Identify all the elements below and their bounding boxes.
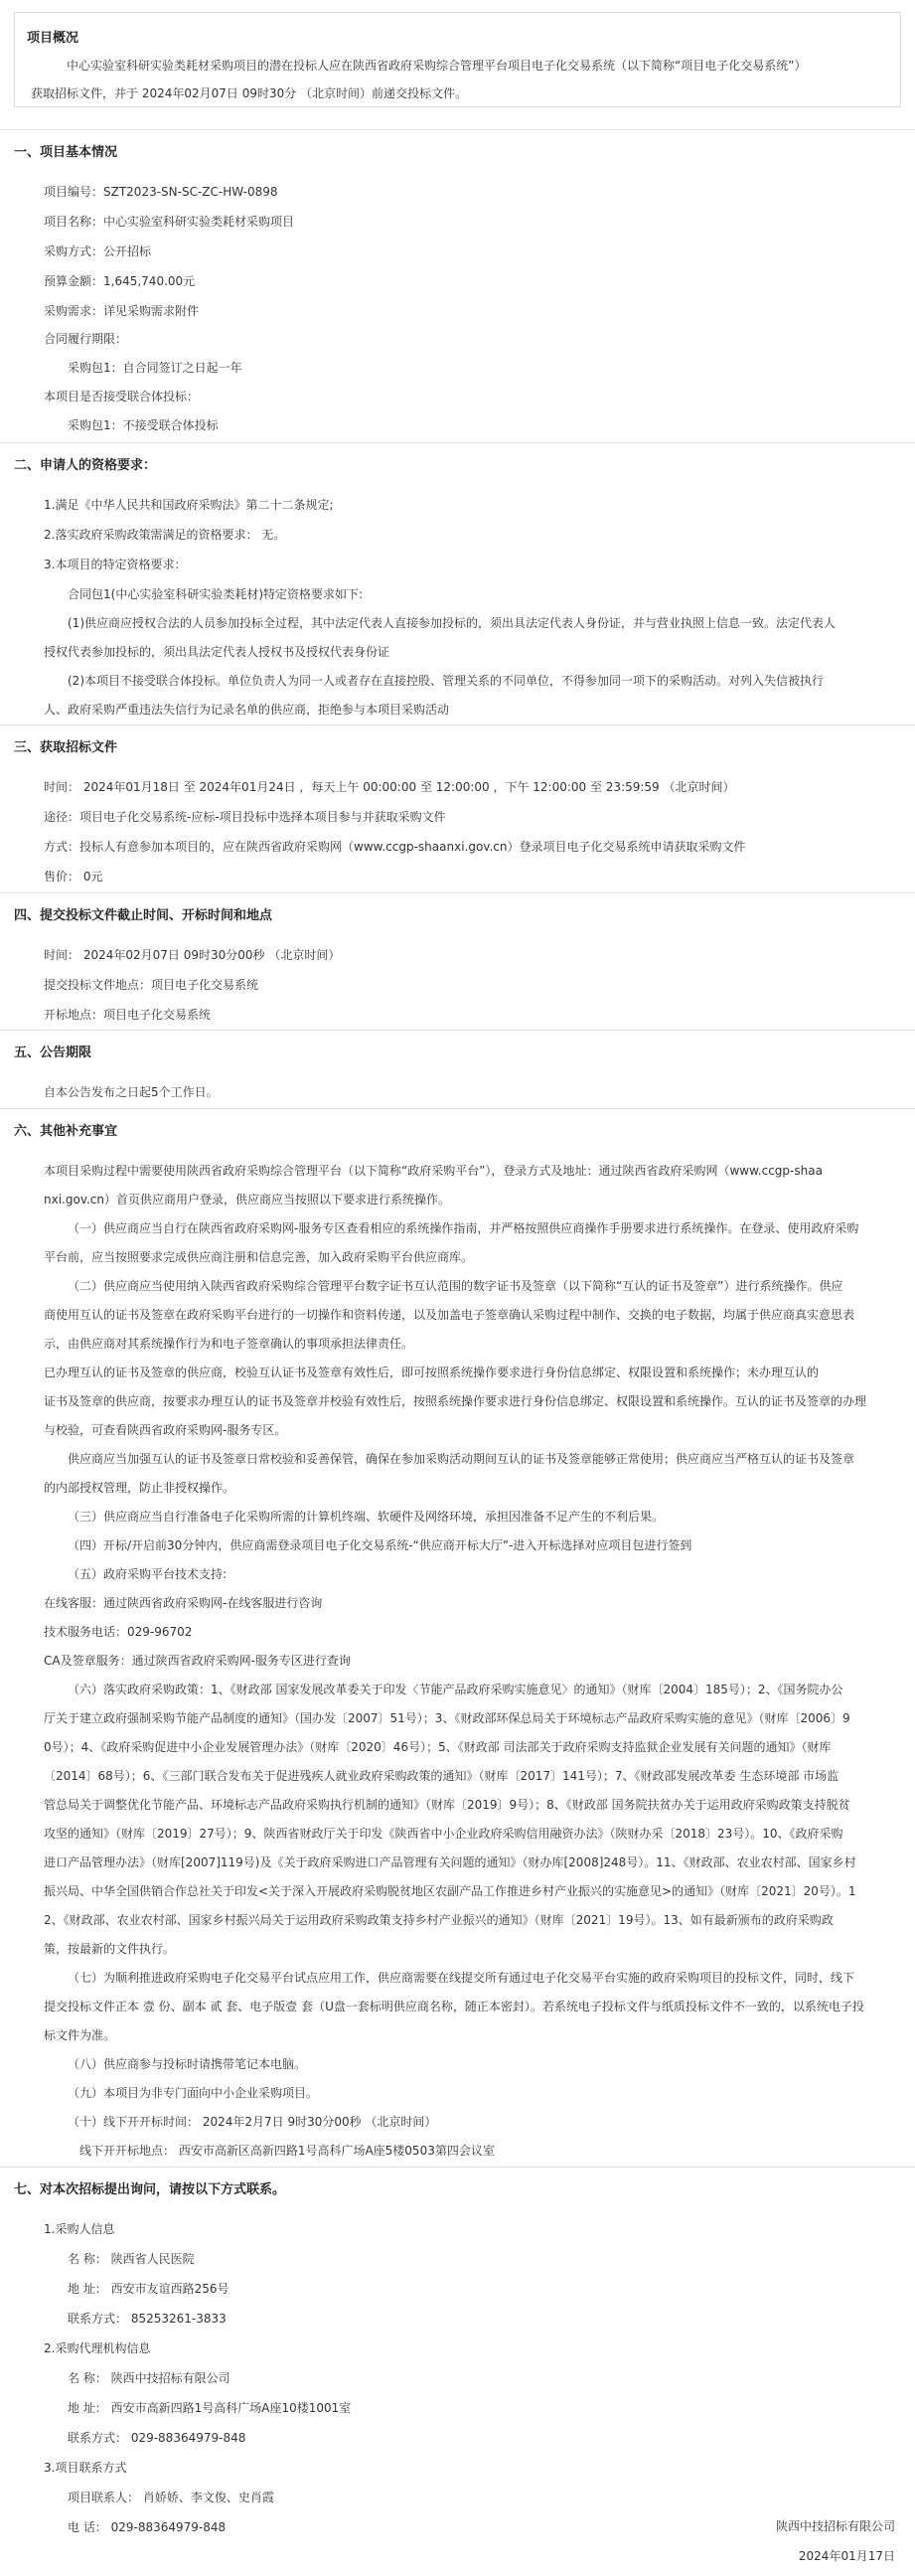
text-line: 提交投标文件地点：项目电子化交易系统 [44,978,259,992]
text-line: 供应商应当加强互认的证书及签章日常校验和妥善保管，确保在参加采购活动期间互认的证书及签章能够正常使用；供应商应当严格互认的证书及签章 [68,1452,855,1466]
text-line: 振兴局、中华全国供销合作总社关于印发<关于深入开展政府采购脱贫地区农副产品工作推进乡村产业振兴的实施意见>的通知》（财库〔2021〕20号）。1 [44,1884,856,1898]
text-line: 示，由供应商对其系统操作行为和电子签章确认的事项承担法律责任。 [44,1337,414,1351]
text-line: 联系方式： 85253261-3833 [68,2312,227,2326]
divider [0,442,915,443]
text-line: 0号）；4、《政府采购促进中小企业发展管理办法》（财库〔2020〕46号）；5、《财政部 司法部关于政府采购支持监狱企业发展有关问题的通知》（财库 [44,1740,832,1754]
text-line: （七）为顺利推进政府采购电子化交易平台试点应用工作，供应商需要在线提交所有通过电子化交易平台实施的政府采购项目的投标文件，同时，线下 [68,1971,855,1985]
text-line: 项目联系人： 肖娇娇、李文俊、史肖霞 [68,2491,274,2504]
text-line: （一）供应商应当自行在陕西省政府采购网-服务专区查看相应的系统操作指南，并严格按照供应商操作手册要求进行系统操作。在登录、使用政府采购 [68,1221,859,1235]
text-line: 商使用互认的证书及签章在政府采购平台进行的一切操作和资料传递，以及加盖电子签章确认采购过程中制作、交换的电子数据，均属于供应商真实意思表 [44,1308,855,1322]
text-line: 采购包1：不接受联合体投标 [68,418,219,432]
overview-text-line-1: 中心实验室科研实验类耗材采购项目的潜在投标人应在陕西省政府采购综合管理平台项目电子化交易系统（以下简称“项目电子化交易系统”） [67,59,807,73]
overview-title: 项目概况 [27,31,79,46]
text-line: （五）政府采购平台技术支持: [68,1567,228,1581]
text-line: 在线客服：通过陕西省政府采购网-在线客服进行咨询 [44,1596,323,1610]
text-line: 进口产品管理办法》（财库[2007]119号)及《关于政府采购进口产品管理有关问题的通知》（财办库[2008]248号）。11、《财政部、农业农村部、国家乡村 [44,1855,856,1869]
text-line: 合同包1(中心实验室科研实验类耗材)特定资格要求如下: [68,587,364,601]
text-line: 采购方式：公开招标 [44,244,152,258]
text-line: 项目编号：SZT2023-SN-SC-ZC-HW-0898 [44,185,278,199]
section-heading: 五、公告期限 [14,1046,92,1060]
text-line: 证书及签章的供应商，按要求办理互认的证书及签章并校验有效性后，按照系统操作要求进行身份信息绑定、权限设置和系统操作。互认的证书及签章的办理 [44,1394,867,1408]
text-line: 电 话： 029-88364979-848 [68,2520,227,2534]
text-line: 项目名称：中心实验室科研实验类耗材采购项目 [44,215,295,229]
divider [0,724,915,725]
text-line: 的内部授权管理，防止非授权操作。 [44,1481,235,1495]
text-line: 时间： 2024年01月18日 至 2024年01月24日 ，每天上午 00:00:00 至 12:00:00 ，下午 12:00:00 至 23:59:59 （北京时间） [44,780,735,794]
text-line: （六）落实政府采购政策：1、《财政部 国家发展改革委关于印发〈节能产品政府采购实施意见〉的通知》（财库〔2004〕185号）；2、《国务院办公 [68,1683,843,1696]
text-line: 时间： 2024年02月07日 09时30分00秒 （北京时间） [44,948,341,962]
divider [0,129,915,130]
divider [0,892,915,893]
text-line: （二）供应商应当使用纳入陕西省政府采购综合管理平台数字证书互认范围的数字证书及签章（以下简称“互认的证书及签章”）进行系统操作。供应 [68,1279,843,1293]
text-line: 授权代表参加投标的，须出具法定代表人授权书及授权代表身份证 [44,645,390,659]
text-line: 技术服务电话：029-96702 [44,1625,193,1639]
section-heading: 四、提交投标文件截止时间、开标时间和地点 [14,908,273,923]
text-line: 1.满足《中华人民共和国政府采购法》第二十二条规定; [44,498,334,512]
text-line: 售价： 0元 [44,870,103,884]
text-line: 提交投标文件正本 壹 份、副本 贰 套、电子版壹 套（U盘一套标明供应商名称，随正本密封）。若系统电子投标文件与纸质投标文件不一致的，以系统电子投 [44,2000,864,2013]
text-line: 〔2014〕68号）；6、《三部门联合发布关于促进残疾人就业政府采购政策的通知》（财库〔2017〕141号）；7、《财政部发展改革委 生态环境部 市场监 [44,1769,839,1783]
signature-line: 陕西中技招标有限公司 [775,2519,895,2533]
text-line: 攻坚的通知》（财库〔2019〕27号）；9、陕西省财政厅关于印发《陕西省中小企业政府采购信用融资办法》（陕财办采〔2018〕23号）。10、《政府采购 [44,1827,843,1841]
section-heading: 三、获取招标文件 [14,740,118,755]
section-heading: 二、申请人的资格要求： [14,458,157,473]
text-line: 人、政府采购严重违法失信行为记录名单的供应商，拒绝参与本项目采购活动 [44,703,450,717]
text-line: 平台前，应当按照要求完成供应商注册和信息完善，加入政府采购平台供应商库。 [44,1250,474,1264]
text-line: 地 址： 西安市友谊西路256号 [68,2282,229,2296]
text-line: 3.项目联系方式 [44,2461,127,2475]
text-line: nxi.gov.cn）首页供应商用户登录，供应商应当按照以下要求进行系统操作。 [44,1193,451,1207]
text-line: 厅关于建立政府强制采购节能产品制度的通知》（国办发〔2007〕51号）；3、《财政部环保总局关于环境标志产品政府采购实施的意见》（财库〔2006〕9 [44,1711,850,1725]
text-line: 与校验，可查看陕西省政府采购网-服务专区。 [44,1423,287,1437]
text-line: （十）线下开开标时间： 2024年2月7日 9时30分00秒 （北京时间） [68,2115,437,2129]
text-line: 2.采购代理机构信息 [44,2341,151,2355]
text-line: 已办理互认的证书及签章的供应商，校验互认证书及签章有效性后，即可按照系统操作要求进行身份信息绑定、权限设置和系统操作；未办理互认的 [44,1366,820,1379]
project-overview-box [14,12,901,107]
divider [0,2167,915,2168]
text-line: 线下开开标地点： 西安市高新区高新四路1号高科广场A座5楼0503第四会议室 [79,2144,495,2158]
text-line: 方式：投标人有意参加本项目的，应在陕西省政府采购网（www.ccgp-shaanxi.gov.cn）登录项目电子化交易系统申请获取采购文件 [44,840,746,854]
text-line: 1.采购人信息 [44,2222,115,2236]
text-line: 采购需求：详见采购需求附件 [44,304,200,318]
text-line: 合同履行期限： [44,332,128,346]
text-line: CA及签章服务：通过陕西省政府采购网-服务专区进行查询 [44,1654,351,1668]
text-line: 预算金额：1,645,740.00元 [44,274,196,288]
text-line: 名 称： 陕西中技招标有限公司 [68,2371,230,2385]
text-line: 联系方式： 029-88364979-848 [68,2431,246,2445]
text-line: 采购包1：自合同签订之日起一年 [68,361,242,375]
text-line: （四）开标/开启前30分钟内，供应商需登录项目电子化交易系统-“供应商开标大厅”-进入开标选择对应项目包进行签到 [68,1538,692,1552]
text-line: 途径：项目电子化交易系统-应标-项目投标中选择本项目参与并获取采购文件 [44,810,446,824]
overview-text-line-2: 获取招标文件，并于 2024年02月07日 09时30分 （北京时间）前递交投标文件。 [31,86,468,100]
divider [0,1030,915,1031]
text-line: 开标地点：项目电子化交易系统 [44,1008,212,1022]
section-heading: 一、项目基本情况 [14,145,118,160]
text-line: 2.落实政府采购政策需满足的资格要求： 无。 [44,528,286,542]
text-line: 管总局关于调整优化节能产品、环境标志产品政府采购执行机制的通知》（财库〔2019〕9号）；8、《财政部 国务院扶贫办关于运用政府采购政策支持脱贫 [44,1798,850,1812]
text-line: （八）供应商参与投标时请携带笔记本电脑。 [68,2057,307,2071]
text-line: 本项目是否接受联合体投标： [44,390,200,403]
divider [0,1108,915,1109]
text-line: （三）供应商应当自行准备电子化采购所需的计算机终端、软硬件及网络环境，承担因准备不足产生的不利后果。 [68,1510,665,1524]
text-line: （九）本项目为非专门面向中小企业采购项目。 [68,2086,319,2100]
section-heading: 六、其他补充事宜 [14,1124,118,1139]
text-line: 策，按最新的文件执行。 [44,1942,176,1956]
text-line: 地 址： 西安市高新四路1号高科广场A座10楼1001室 [68,2401,352,2415]
text-line: 3.本项目的特定资格要求： [44,558,187,571]
text-line: (1)供应商应授权合法的人员参加投标全过程，其中法定代表人直接参加投标的，须出具法定代表人身份证，并与营业执照上信息一致。法定代表人 [68,616,837,630]
section-heading: 七、对本次招标提出询问，请按以下方式联系。 [14,2182,286,2197]
text-line: 自本公告发布之日起5个工作日。 [44,1085,219,1099]
text-line: (2)本项目不接受联合体投标。单位负责人为同一人或者存在直接控股、管理关系的不同单位，不得参加同一项下的采购活动。对列入失信被执行 [68,674,825,688]
text-line: 标文件为准。 [44,2028,116,2042]
text-line: 2、《财政部、农业农村部、国家乡村振兴局关于运用政府采购政策支持乡村产业振兴的通知》（财库〔2021〕19号）。13、如有最新颁布的政府采购政 [44,1913,834,1927]
signature-line: 2024年01月17日 [798,2549,895,2563]
text-line: 本项目采购过程中需要使用陕西省政府采购综合管理平台（以下简称“政府采购平台”），登录方式及地址：通过陕西省政府采购网（www.ccgp-shaa [44,1164,823,1178]
text-line: 名 称： 陕西省人民医院 [68,2252,195,2266]
